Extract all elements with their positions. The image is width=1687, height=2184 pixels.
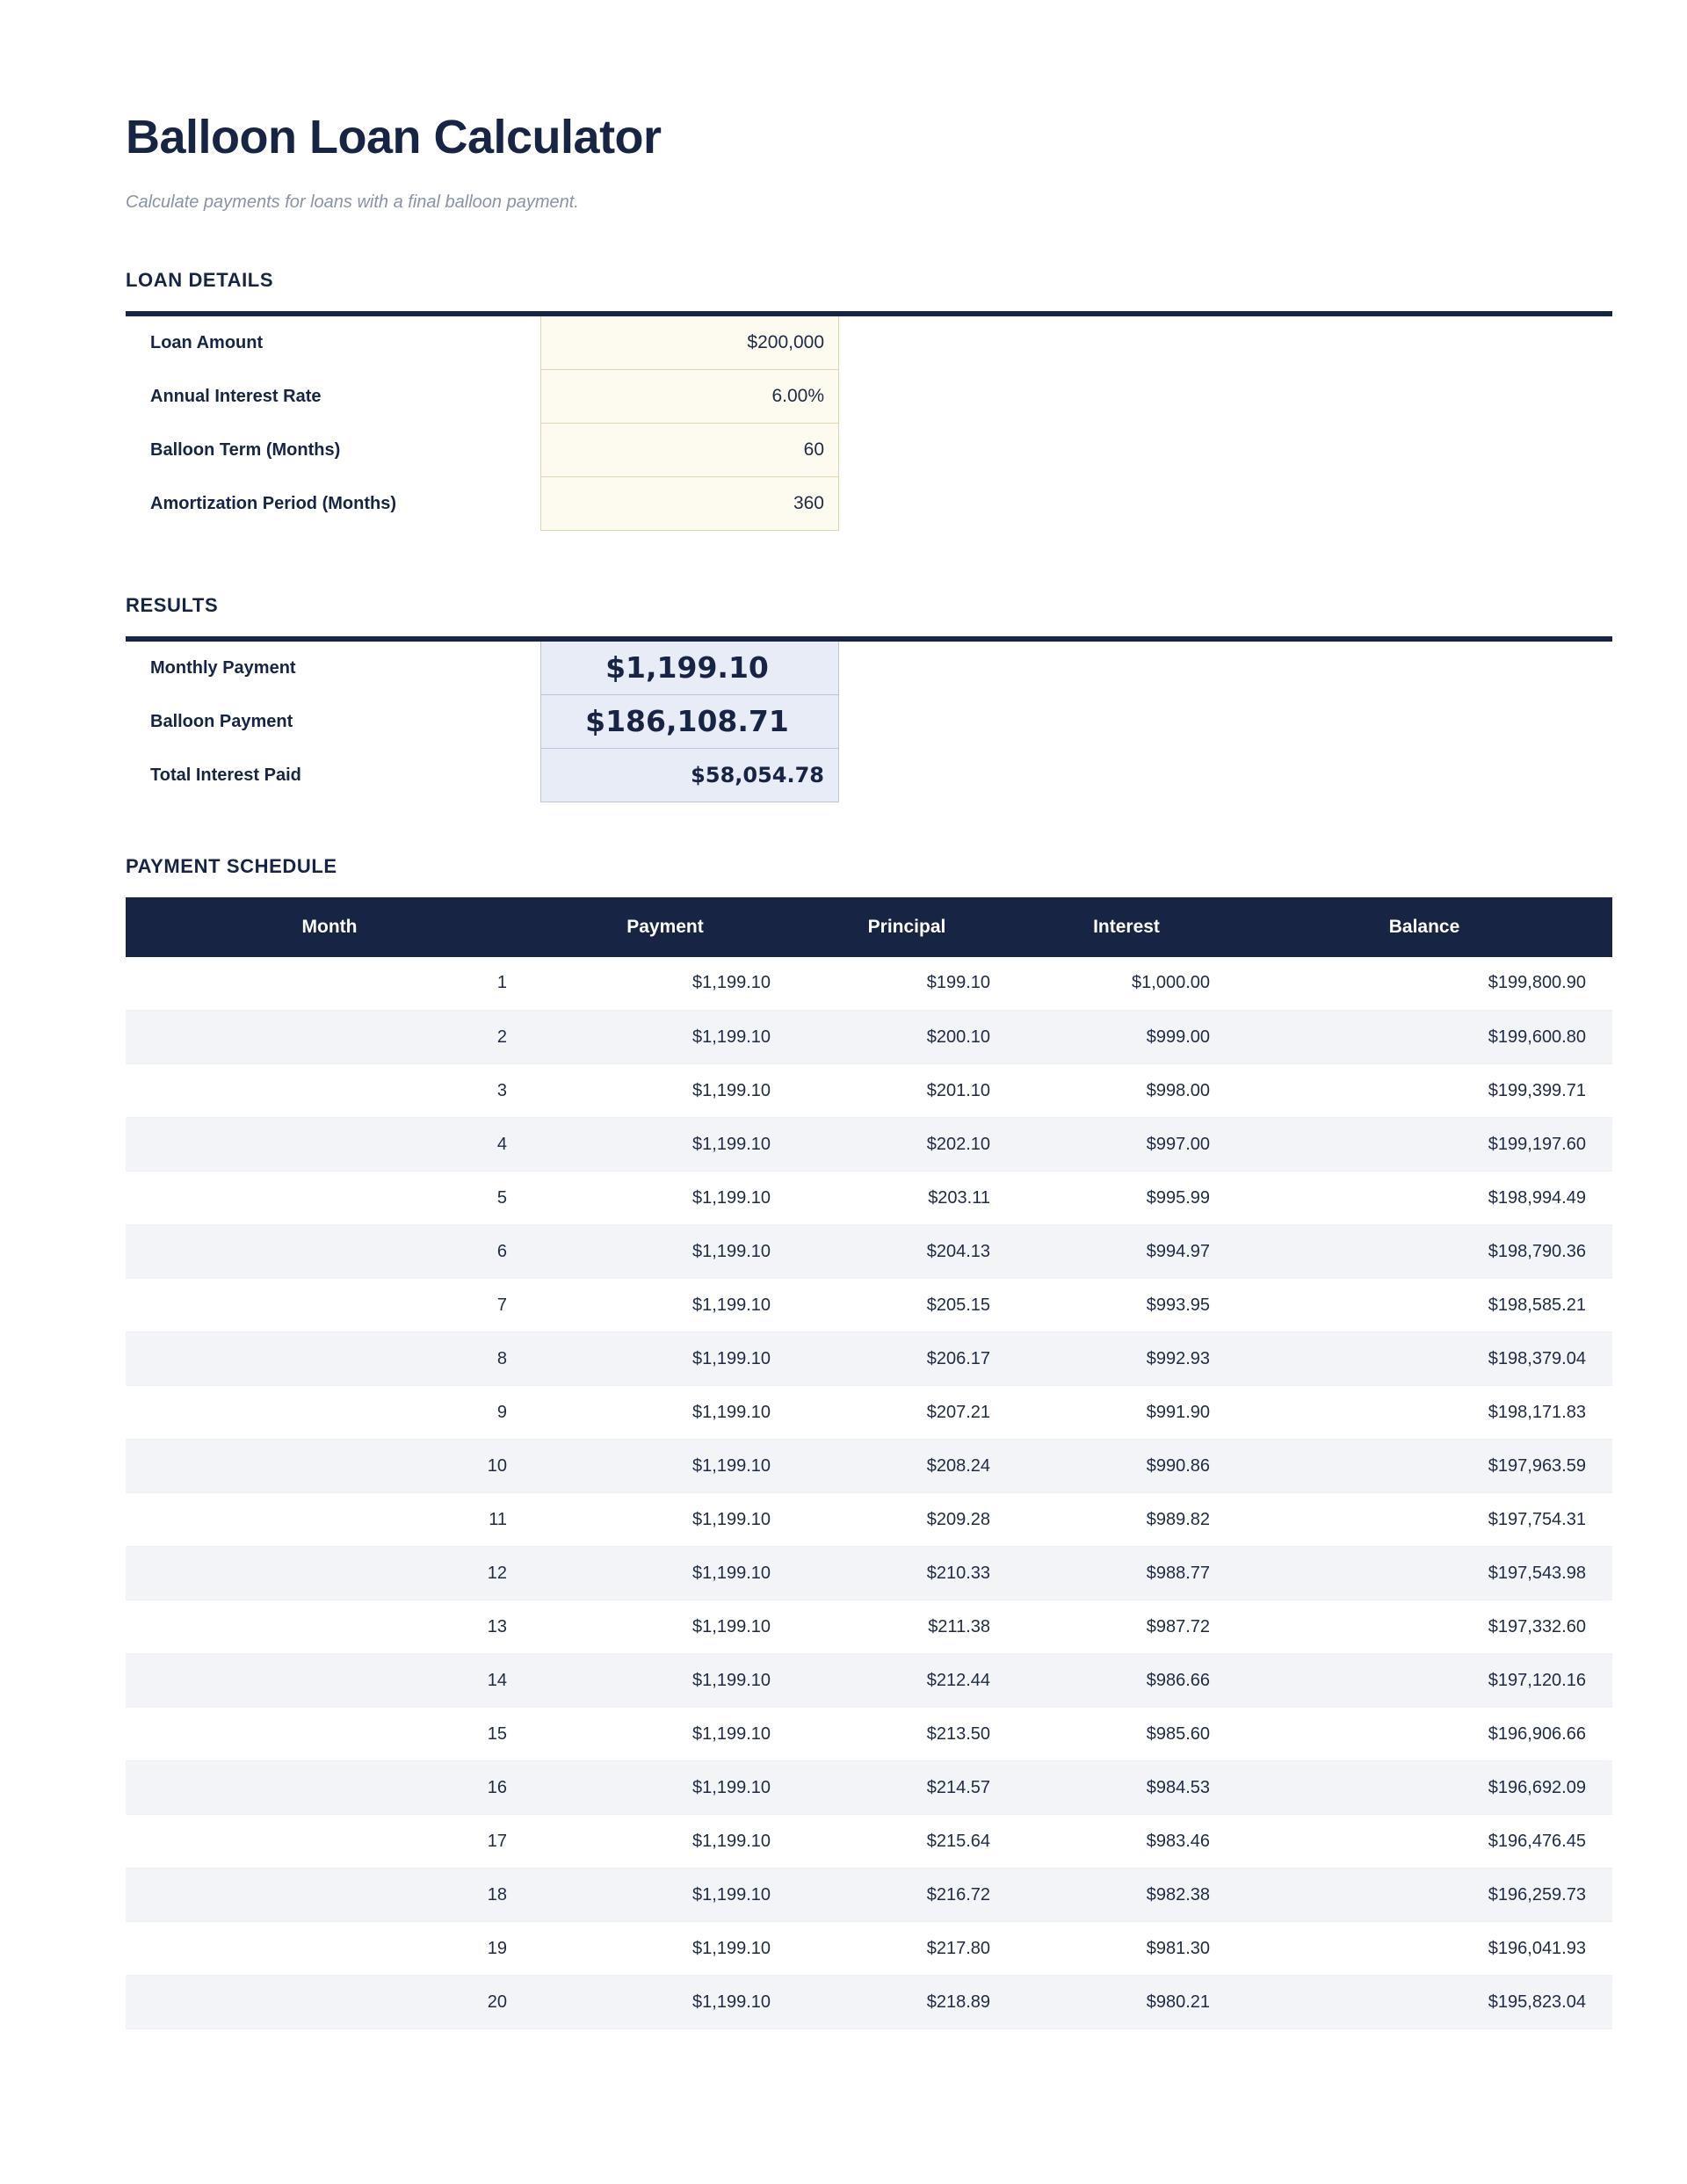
cell-balance: $196,692.09	[1236, 1761, 1612, 1815]
cell-month: 9	[126, 1386, 533, 1440]
result-row	[126, 749, 1612, 802]
annual-interest-rate-label: Annual Interest Rate	[150, 386, 322, 406]
cell-payment: $1,199.10	[533, 1600, 797, 1654]
table-row[interactable]	[126, 1868, 1612, 1922]
cell-payment: $1,199.10	[533, 1064, 797, 1118]
cell-interest: $989.82	[1017, 1493, 1236, 1547]
cell-interest: $1,000.00	[1017, 957, 1236, 1011]
loan-amount-label: Loan Amount	[150, 332, 264, 352]
cell-interest: $995.99	[1017, 1172, 1236, 1225]
cell-principal: $206.17	[797, 1332, 1017, 1386]
cell-principal: $209.28	[797, 1493, 1017, 1547]
table-row[interactable]	[126, 1064, 1612, 1118]
monthly-payment-value: $1,199.10	[540, 642, 839, 695]
table-row[interactable]	[126, 1547, 1612, 1600]
column-header-month[interactable]: Month	[126, 897, 533, 957]
cell-interest: $994.97	[1017, 1225, 1236, 1279]
cell-payment: $1,199.10	[533, 1332, 797, 1386]
payment-schedule-table	[126, 897, 1612, 2030]
table-row[interactable]	[126, 1332, 1612, 1386]
payment-schedule-header	[126, 897, 1612, 957]
cell-principal: $207.21	[797, 1386, 1017, 1440]
cell-payment: $1,199.10	[533, 1922, 797, 1976]
results-heading: RESULTS	[126, 593, 219, 616]
cell-interest: $981.30	[1017, 1922, 1236, 1976]
cell-balance: $196,906.66	[1236, 1708, 1612, 1761]
loan-detail-row	[126, 477, 1612, 531]
page-title: Balloon Loan Calculator	[126, 111, 662, 163]
cell-balance: $196,259.73	[1236, 1868, 1612, 1922]
cell-interest: $988.77	[1017, 1547, 1236, 1600]
cell-month: 5	[126, 1172, 533, 1225]
cell-month: 6	[126, 1225, 533, 1279]
table-row[interactable]	[126, 1976, 1612, 2029]
cell-principal: $203.11	[797, 1172, 1017, 1225]
cell-principal: $208.24	[797, 1440, 1017, 1493]
cell-interest: $999.00	[1017, 1011, 1236, 1064]
cell-balance: $198,585.21	[1236, 1279, 1612, 1332]
cell-month: 8	[126, 1332, 533, 1386]
table-row[interactable]	[126, 1708, 1612, 1761]
cell-payment: $1,199.10	[533, 1708, 797, 1761]
cell-payment: $1,199.10	[533, 1815, 797, 1868]
cell-interest: $991.90	[1017, 1386, 1236, 1440]
cell-principal: $217.80	[797, 1922, 1017, 1976]
cell-month: 4	[126, 1118, 533, 1172]
table-row[interactable]	[126, 1922, 1612, 1976]
balloon-term-label: Balloon Term (Months)	[150, 439, 341, 460]
cell-payment: $1,199.10	[533, 1440, 797, 1493]
table-row[interactable]	[126, 1440, 1612, 1493]
cell-month: 11	[126, 1493, 533, 1547]
cell-interest: $982.38	[1017, 1868, 1236, 1922]
table-row[interactable]	[126, 1815, 1612, 1868]
balloon-term-input[interactable]: 60	[540, 424, 839, 477]
cell-interest: $984.53	[1017, 1761, 1236, 1815]
cell-payment: $1,199.10	[533, 957, 797, 1011]
cell-payment: $1,199.10	[533, 1654, 797, 1708]
cell-balance: $198,790.36	[1236, 1225, 1612, 1279]
cell-interest: $990.86	[1017, 1440, 1236, 1493]
cell-interest: $980.21	[1017, 1976, 1236, 2029]
cell-month: 18	[126, 1868, 533, 1922]
table-header-row	[126, 897, 1612, 957]
loan-detail-row	[126, 370, 1612, 424]
cell-balance: $196,041.93	[1236, 1922, 1612, 1976]
payment-schedule-body	[126, 957, 1612, 2029]
cell-balance: $197,120.16	[1236, 1654, 1612, 1708]
cell-principal: $205.15	[797, 1279, 1017, 1332]
cell-balance: $197,963.59	[1236, 1440, 1612, 1493]
row-spacer	[839, 424, 1612, 477]
cell-principal: $211.38	[797, 1600, 1017, 1654]
cell-month: 20	[126, 1976, 533, 2029]
row-spacer	[839, 749, 1612, 802]
row-spacer	[839, 477, 1612, 531]
cell-interest: $986.66	[1017, 1654, 1236, 1708]
cell-month: 14	[126, 1654, 533, 1708]
cell-interest: $985.60	[1017, 1708, 1236, 1761]
loan-detail-row	[126, 424, 1612, 477]
cell-principal: $213.50	[797, 1708, 1017, 1761]
amortization-period-input[interactable]: 360	[540, 477, 839, 531]
loan-details-block	[126, 311, 1612, 531]
cell-principal: $216.72	[797, 1868, 1017, 1922]
row-spacer	[839, 316, 1612, 370]
cell-month: 1	[126, 957, 533, 1011]
cell-payment: $1,199.10	[533, 1868, 797, 1922]
cell-month: 12	[126, 1547, 533, 1600]
table-row[interactable]	[126, 1600, 1612, 1654]
cell-interest: $983.46	[1017, 1815, 1236, 1868]
table-row[interactable]	[126, 957, 1612, 1011]
column-header-balance[interactable]: Balance	[1236, 897, 1612, 957]
section-gap	[126, 531, 1585, 594]
total-interest-paid-value: $58,054.78	[540, 749, 839, 802]
cell-payment: $1,199.10	[533, 1761, 797, 1815]
cell-principal: $215.64	[797, 1815, 1017, 1868]
result-row	[126, 695, 1612, 749]
cell-month: 2	[126, 1011, 533, 1064]
row-spacer	[839, 642, 1612, 695]
cell-principal: $218.89	[797, 1976, 1017, 2029]
table-row[interactable]	[126, 1118, 1612, 1172]
cell-balance: $199,399.71	[1236, 1064, 1612, 1118]
cell-month: 13	[126, 1600, 533, 1654]
annual-interest-rate-input[interactable]: 6.00%	[540, 370, 839, 424]
table-row[interactable]	[126, 1279, 1612, 1332]
row-spacer	[839, 370, 1612, 424]
cell-interest: $993.95	[1017, 1279, 1236, 1332]
row-spacer	[839, 695, 1612, 749]
table-row[interactable]	[126, 1493, 1612, 1547]
page-subtitle: Calculate payments for loans with a final balloon payment.	[126, 192, 579, 212]
balloon-payment-label: Balloon Payment	[150, 711, 293, 731]
cell-month: 10	[126, 1440, 533, 1493]
cell-interest: $987.72	[1017, 1600, 1236, 1654]
column-header-principal[interactable]: Principal	[797, 897, 1017, 957]
section-gap	[126, 802, 1585, 855]
cell-payment: $1,199.10	[533, 1386, 797, 1440]
cell-principal: $200.10	[797, 1011, 1017, 1064]
column-header-interest[interactable]: Interest	[1017, 897, 1236, 957]
cell-month: 15	[126, 1708, 533, 1761]
cell-balance: $195,823.04	[1236, 1976, 1612, 2029]
loan-details-heading: LOAN DETAILS	[126, 268, 274, 291]
cell-payment: $1,199.10	[533, 1279, 797, 1332]
total-interest-paid-label: Total Interest Paid	[150, 765, 301, 785]
cell-payment: $1,199.10	[533, 1493, 797, 1547]
table-row[interactable]	[126, 1386, 1612, 1440]
table-row[interactable]	[126, 1654, 1612, 1708]
result-row	[126, 642, 1612, 695]
cell-balance: $198,379.04	[1236, 1332, 1612, 1386]
cell-balance: $199,800.90	[1236, 957, 1612, 1011]
cell-month: 3	[126, 1064, 533, 1118]
table-row[interactable]	[126, 1225, 1612, 1279]
cell-payment: $1,199.10	[533, 1118, 797, 1172]
cell-payment: $1,199.10	[533, 1225, 797, 1279]
cell-month: 16	[126, 1761, 533, 1815]
cell-payment: $1,199.10	[533, 1547, 797, 1600]
cell-balance: $197,754.31	[1236, 1493, 1612, 1547]
cell-month: 7	[126, 1279, 533, 1332]
cell-principal: $199.10	[797, 957, 1017, 1011]
cell-principal: $214.57	[797, 1761, 1017, 1815]
cell-payment: $1,199.10	[533, 1976, 797, 2029]
cell-interest: $998.00	[1017, 1064, 1236, 1118]
monthly-payment-label: Monthly Payment	[150, 657, 296, 678]
cell-balance: $198,171.83	[1236, 1386, 1612, 1440]
results-block	[126, 636, 1612, 802]
cell-principal: $202.10	[797, 1118, 1017, 1172]
cell-interest: $997.00	[1017, 1118, 1236, 1172]
payment-schedule-heading: PAYMENT SCHEDULE	[126, 854, 337, 877]
cell-month: 19	[126, 1922, 533, 1976]
table-row[interactable]	[126, 1011, 1612, 1064]
table-row[interactable]	[126, 1172, 1612, 1225]
loan-amount-input[interactable]: $200,000	[540, 316, 839, 370]
amortization-period-label: Amortization Period (Months)	[150, 493, 396, 513]
cell-principal: $212.44	[797, 1654, 1017, 1708]
cell-principal: $201.10	[797, 1064, 1017, 1118]
cell-principal: $204.13	[797, 1225, 1017, 1279]
cell-payment: $1,199.10	[533, 1172, 797, 1225]
cell-balance: $197,543.98	[1236, 1547, 1612, 1600]
loan-detail-row	[126, 316, 1612, 370]
cell-interest: $992.93	[1017, 1332, 1236, 1386]
cell-principal: $210.33	[797, 1547, 1017, 1600]
cell-month: 17	[126, 1815, 533, 1868]
cell-balance: $196,476.45	[1236, 1815, 1612, 1868]
cell-balance: $197,332.60	[1236, 1600, 1612, 1654]
table-row[interactable]	[126, 1761, 1612, 1815]
balloon-payment-value: $186,108.71	[540, 695, 839, 749]
cell-balance: $199,197.60	[1236, 1118, 1612, 1172]
cell-balance: $199,600.80	[1236, 1011, 1612, 1064]
cell-payment: $1,199.10	[533, 1011, 797, 1064]
cell-balance: $198,994.49	[1236, 1172, 1612, 1225]
column-header-payment[interactable]: Payment	[533, 897, 797, 957]
